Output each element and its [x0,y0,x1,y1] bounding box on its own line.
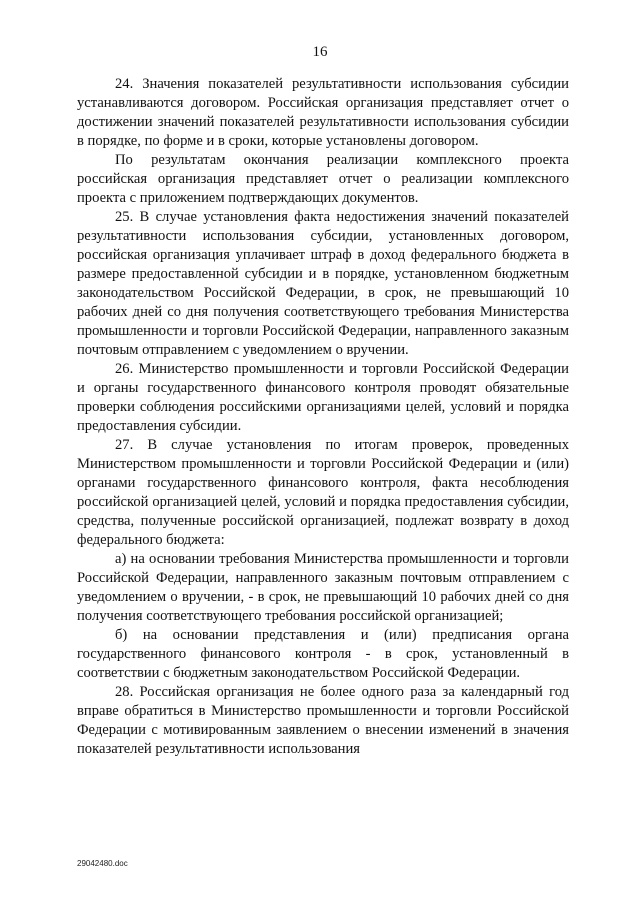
paragraph-27: 27. В случае установления по итогам проверок, проведенных Министерством промышленности и торговли Российской Федерации и (или) органами государственного финансового контроля, факта несоблюдения российской организацией целей, условий и порядка предоставления субсидии, средства, полученные российской организацией, подлежат возврату в доход федерального бюджета: [77,437,569,548]
page-number: 16 [312,44,328,60]
paragraph-28: 28. Российская организация не более одного раза за календарный год вправе обратиться в Министерство промышленности и торговли Российской Федерации с мотивированным заявлением о внесении изменений в значения показателей результативности использования [77,684,569,757]
document-filename: 29042480.doc [77,859,128,868]
paragraph-27-a: а) на основании требования Министерства промышленности и торговли Российской Федерации, направленного заказным почтовым отправлением с уведомлением о вручении, - в срок, не превышающий 10 рабочих дней со дня получения соответствующего требования российской организацией; [77,551,569,624]
paragraph-25: 25. В случае установления факта недостижения значений показателей результативности использования субсидии, установленных договором, российская организация уплачивает штраф в доход федерального бюджета в размере предоставленной субсидии и в порядке, установленном бюджетным законодательством Российской Федерации, в срок, не превышающий 10 рабочих дней со дня получения соответствующего требования Министерства промышленности и торговли Российской Федерации, направленного заказным почтовым отправлением с уведомлением о вручении. [77,209,569,358]
paragraph-24-report: По результатам окончания реализации комплексного проекта российская организация представляет отчет о реализации комплексного проекта с приложением подтверждающих документов. [77,152,569,206]
paragraph-26: 26. Министерство промышленности и торговли Российской Федерации и органы государственного финансового контроля проводят обязательные проверки соблюдения российскими организациями целей, условий и порядка предоставления субсидии. [77,361,569,434]
paragraph-27-b: б) на основании представления и (или) предписания органа государственного финансового контроля - в срок, установленный в соответствии с бюджетным законодательством Российской Федерации. [77,627,569,681]
document-body [77,75,569,759]
paragraph-24: 24. Значения показателей результативности использования субсидии устанавливаются договором. Российская организация представляет отчет о достижении значений показателей результативности использования субсидии в порядке, по форме и в сроки, которые установлены договором. [77,76,569,149]
